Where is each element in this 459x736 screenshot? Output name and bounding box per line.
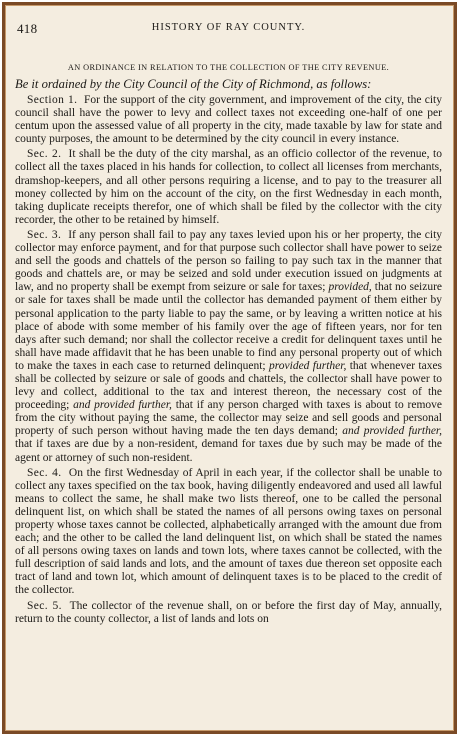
book-page [15, 17, 442, 626]
section-3-text-part-2: that no seizure or sale for taxes shall be made until the collector has demanded payment of them either by personal application to the party liable to pay the same, or by leaving a written notice at his place of abode with some member of his family over the age of fifteen years, nor for ten days after such demand; nor shall the collector receive a credit for delinquent taxes until he shall have made affidavit that he has been unable to find any personal property out of which to make the taxes in each case to returned delinquent; [15, 281, 443, 372]
section-3-text-part-3: that whenever taxes shall be collected by seizure or sale of goods and chattels, the collector shall have power to levy and collect, additional to the tax and interest thereon, the necessary cost of the proceeding; [15, 359, 443, 412]
section-2-label: Sec. 2. [27, 148, 62, 161]
section-3-proviso-4: and provided further, [342, 425, 442, 438]
section-5-paragraph [15, 600, 442, 626]
section-1 [15, 94, 442, 146]
ordinance-title: AN ORDINANCE IN RELATION TO THE COLLECTION OF THE CITY REVENUE. [67, 63, 390, 72]
section-4 [15, 467, 442, 598]
section-3-proviso-3: and provided further, [73, 399, 172, 412]
running-title: HISTORY OF RAY COUNTY. [151, 22, 306, 33]
page-number: 418 [17, 21, 38, 36]
section-5-label: Sec. 5. [27, 599, 62, 612]
section-5-text: The collector of the revenue shall, on or before the first day of May, annually, return to the county collector, a list of lands and lots on [15, 599, 442, 625]
section-1-text: For the support of the city government, and improvement of the city, the city council shall have the power to levy and collect taxes not exceeding one-half of one per centum upon the assessed value of all property in the city, made taxable by law for state and county purposes, the amount to be determined by the city council in every instance. [15, 94, 443, 146]
section-5 [15, 600, 442, 626]
section-3 [15, 229, 442, 465]
section-4-label: Sec. 4. [27, 466, 62, 479]
section-1-paragraph [15, 94, 442, 146]
section-3-proviso-1: provided, [328, 281, 372, 294]
section-3-label: Sec. 3. [27, 228, 62, 241]
page-frame [2, 2, 457, 734]
section-4-text: On the first Wednesday of April in each year, if the collector shall be unable to collect any taxes specified on the tax book, having diligently endeavored and used all lawful means to collect the same, he shall make two lists thereof, one to be called the personal delinquent list, on which shall be stated the names of all persons owing taxes on personal property whose taxes cannot be collected, alphabetically arranged with the amount due from each; and the other to be called the land delinquent list, on which shall be stated the names of all persons owing taxes on lands and town lots, where taxes cannot be collected, with the full description of said lands and lots, and the amount of taxes due thereon set opposite each tract of land and town lot, which amount of delinquent taxes is to be placed to the credit of the collector. [15, 466, 443, 597]
section-2-paragraph [15, 148, 442, 227]
section-2-text: It shall be the duty of the city marshal, as an officio collector of the revenue, to collect all the taxes placed in his hands for collection, to collect all licenses from merchants, dramshop-keepers, and all other persons requiring a license, and to pay to the treasurer all money collected by him on the account of the city, on the first Wednesday in each month, taking duplicate receipts therefor, one of which shall be filed by the collector with the city recorder, the other to be retained by himself. [15, 148, 443, 226]
section-3-text-part-1: If any person shall fail to pay any taxes levied upon his or her property, the city collector may enforce payment, and for that purpose such collector shall have power to seize and sell the goods and chattels of the person so failing to pay such tax in the manner that goods and chattels are, or may be seized and sold under execution issued on judgments at law, and no property shall be exempt from seizure or sale for taxes; [15, 228, 443, 294]
section-1-label: Section 1. [27, 94, 78, 106]
section-3-text-part-5: that if taxes are due by a non-resident, demand for taxes due by such may be made of the agent or attorney of such non-resident. [15, 438, 442, 464]
section-3-proviso-2: provided further, [268, 359, 347, 372]
section-3-paragraph [15, 229, 442, 465]
enacting-clause: Be it ordained by the City Council of the City of Richmond, as follows: [15, 77, 372, 91]
section-2 [15, 148, 442, 227]
section-3-text-part-4: that if any person charged with taxes is about to remove from the city without paying the same, the collector may seize and sell goods and personal property of such person without having made the ten days demand; [15, 399, 443, 438]
running-head [15, 17, 442, 39]
section-4-paragraph [15, 467, 442, 598]
